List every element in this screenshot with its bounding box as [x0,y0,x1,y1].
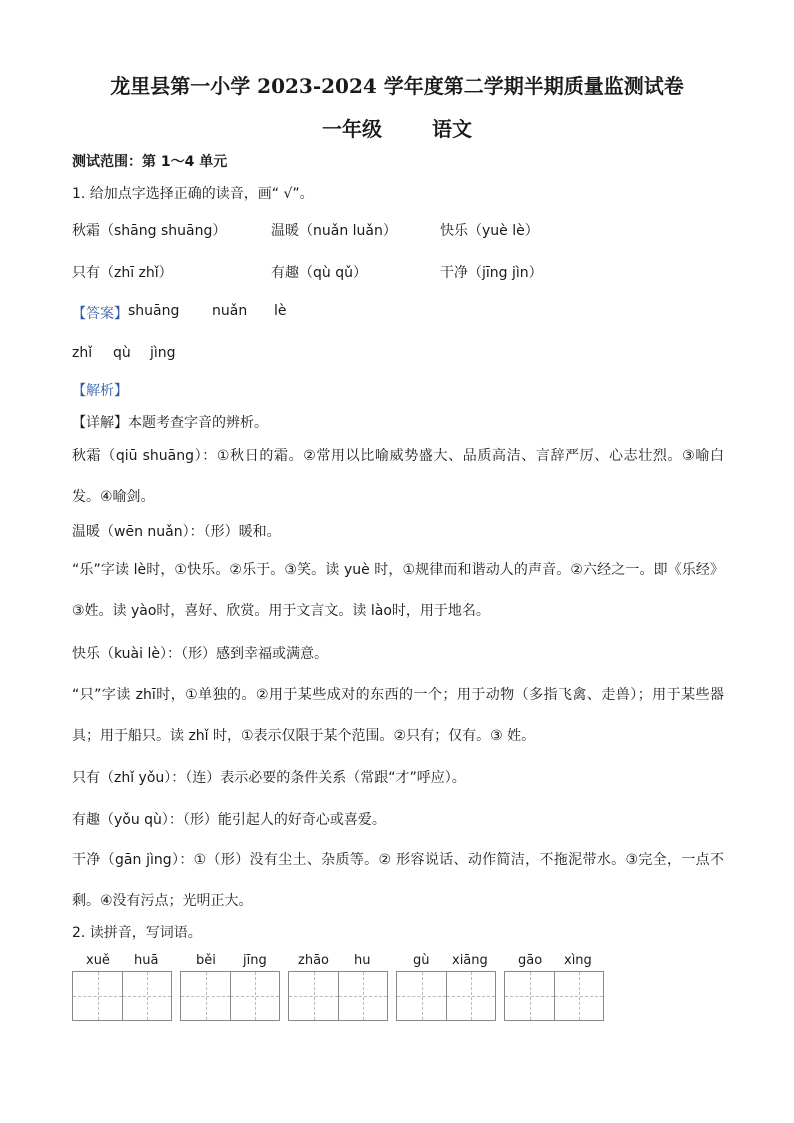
pinyin-label: gù [413,953,430,968]
explanation-paragraph: 有趣（yǒu qù）：（形）能引起人的好奇心或喜爱。 [72,812,386,828]
writing-cell[interactable] [554,972,603,1020]
answer-value: jìng [150,345,176,361]
explanation-paragraph: 快乐（kuài lè）：（形）感到幸福或满意。 [72,646,328,662]
q1-item: 温暖（nuǎn luǎn） [271,223,397,239]
writing-cell[interactable] [230,972,279,1020]
writing-grid[interactable] [72,971,172,1021]
explanation-paragraph: “只”字读 zhī时，①单独的。②用于某些成对的东西的一个；用于动物（多指飞禽、走兽）；用于某些器具；用于船只。读 zhǐ 时，①表示仅限于某个范围。②只有；仅有。③ 姓。 [72,687,724,744]
exam-subtitle [0,113,794,142]
answer-value: lè [274,303,287,319]
writing-cell[interactable] [122,972,171,1020]
pinyin-label: xiāng [452,953,488,968]
answer-value: zhǐ [72,345,93,361]
analysis-tag: 【解析】 [72,383,128,399]
pinyin-label: hu [354,953,371,968]
writing-cell[interactable] [397,972,446,1020]
explanation-paragraph: 秋霜（qiū shuāng）：①秋日的霜。②常用以比喻威势盛大、品质高洁、言辞严厉、心志壮烈。③喻白发。④喻剑。 [72,448,724,505]
writing-cell[interactable] [338,972,387,1020]
pinyin-label: xuě [86,953,110,968]
q2-prompt: 2. 读拼音，写词语。 [72,925,202,941]
grade-label: 一年级 [322,117,383,141]
writing-cell[interactable] [446,972,495,1020]
writing-cell[interactable] [73,972,122,1020]
subject-label: 语文 [431,117,472,141]
writing-cell[interactable] [289,972,338,1020]
q1-item: 有趣（qù qǔ） [271,265,367,281]
pinyin-label: zhāo [298,953,329,968]
pinyin-label: huā [134,953,159,968]
writing-grid[interactable] [396,971,496,1021]
answer-tag: 【答案】 [72,306,128,322]
writing-cell[interactable] [181,972,230,1020]
writing-grid[interactable] [504,971,604,1021]
explanation-paragraph: 干净（gān jìng）：①（形）没有尘土、杂质等。② 形容说话、动作简洁，不拖泥带水。③完全，一点不剩。④没有污点；光明正大。 [72,852,724,909]
writing-grid[interactable] [288,971,388,1021]
explanation-paragraph: 只有（zhǐ yǒu）：（连）表示必要的条件关系（常跟“才”呼应）。 [72,770,466,786]
pinyin-label: jīng [243,953,267,968]
writing-grid[interactable] [180,971,280,1021]
writing-cell[interactable] [505,972,554,1020]
q1-item: 秋霜（shāng shuāng） [72,223,227,239]
exam-title: 龙里县第一小学 2023-2024 学年度第二学期半期质量监测试卷 [110,74,684,98]
answer-value: nuǎn [212,303,248,319]
q1-item: 快乐（yuè lè） [440,223,539,239]
q1-prompt: 1. 给加点字选择正确的读音，画“ √”。 [72,186,314,202]
answer-value: shuāng [128,303,180,319]
pinyin-label: xìng [564,953,592,968]
test-scope: 测试范围：第 1～4 单元 [72,154,228,170]
explanation-paragraph: “乐”字读 lè时，①快乐。②乐于。③笑。读 yuè 时，①规律而和谐动人的声音。②六经之一。即《乐经》③姓。读 yào时，喜好、欣赏。用于文言文。读 lào时，用于地名。 [72,562,724,619]
detail-intro: 【详解】本题考查字音的辨析。 [72,415,268,431]
explanation-paragraph: 温暖（wēn nuǎn）：（形）暖和。 [72,524,281,540]
pinyin-label: běi [196,953,216,968]
q1-item: 只有（zhī zhǐ） [72,265,173,281]
q1-item: 干净（jīng jìn） [440,265,543,281]
answer-value: qù [113,345,131,361]
pinyin-label: gāo [518,953,543,968]
